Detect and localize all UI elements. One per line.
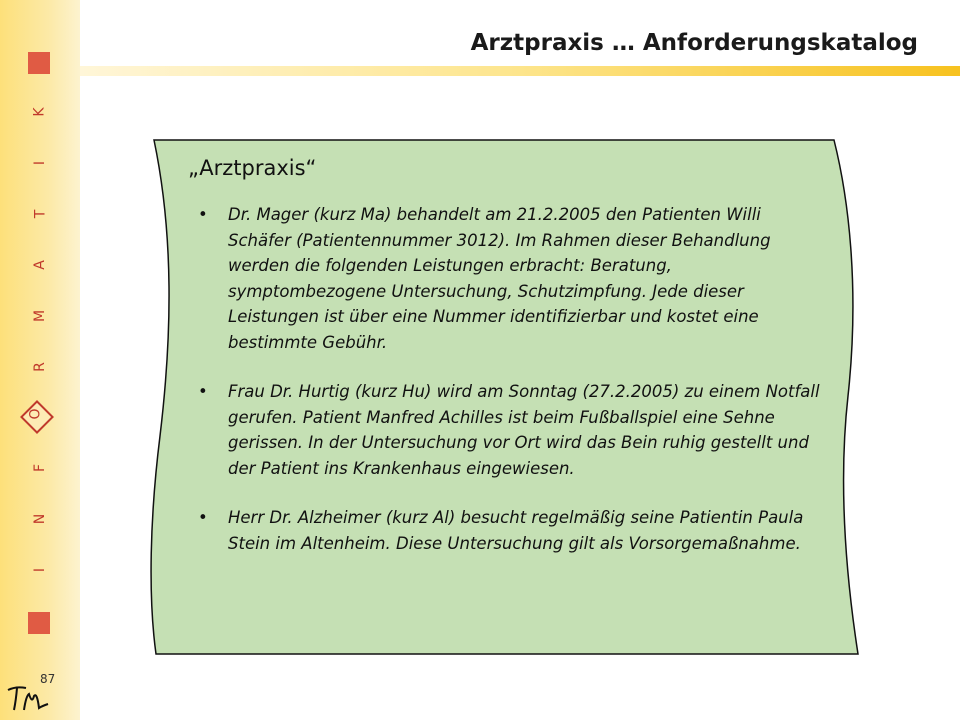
- scroll-heading: „Arztpraxis“: [188, 156, 317, 180]
- sidebar-square-top: [28, 52, 50, 74]
- bullet-list: [188, 202, 828, 556]
- bullet-marker: •: [198, 382, 208, 401]
- tm-logo-icon: [6, 682, 52, 714]
- header-band: [80, 66, 960, 76]
- sidebar-letter: R: [31, 362, 48, 372]
- sidebar-letter: K: [32, 107, 48, 117]
- sidebar-letter: I: [31, 160, 48, 166]
- bullet-text: Frau Dr. Hurtig (kurz Hu) wird am Sonntag (27.2.2005) zu einem Notfall gerufen. Patient Manfred Achilles ist beim Fußballspiel eine Sehne gerissen. In der Untersuchung vor Ort wird das Bein ruhig gestellt und der Patient ins Krankenhaus eingewiesen.: [228, 382, 820, 478]
- sidebar-letter: I: [31, 567, 48, 573]
- bullet-marker: •: [198, 508, 208, 527]
- sidebar: [0, 0, 80, 720]
- bullet-marker: •: [198, 205, 208, 224]
- list-item: [188, 202, 828, 355]
- scroll-card: [148, 136, 864, 660]
- sidebar-letter: A: [31, 260, 48, 270]
- sidebar-letter: F: [32, 463, 48, 473]
- bullet-text: Dr. Mager (kurz Ma) behandelt am 21.2.2005 den Patienten Willi Schäfer (Patientennummer 3012). Im Rahmen dieser Behandlung werden die folgenden Leistungen erbracht: Beratung, symptombezogene Untersuchung, Schutzimpfung. Jede dieser Leistungen ist über eine Nummer identifizierbar und kostet eine bestimmte Gebühr.: [228, 205, 771, 352]
- sidebar-letter: T: [32, 209, 48, 219]
- sidebar-letter: O: [28, 408, 44, 420]
- bullet-text: Herr Dr. Alzheimer (kurz Al) besucht regelmäßig seine Patientin Paula Stein im Altenheim. Diese Untersuchung gilt als Vorsorgemaßnahme.: [228, 508, 804, 553]
- sidebar-square-bottom: [28, 612, 50, 634]
- page-title: Arztpraxis … Anforderungskatalog: [470, 30, 918, 56]
- scroll-content: [188, 156, 828, 580]
- list-item: [188, 379, 828, 481]
- list-item: [188, 505, 828, 556]
- sidebar-letter: M: [32, 309, 48, 323]
- page-number: 87: [40, 672, 56, 686]
- sidebar-letter: N: [31, 513, 48, 525]
